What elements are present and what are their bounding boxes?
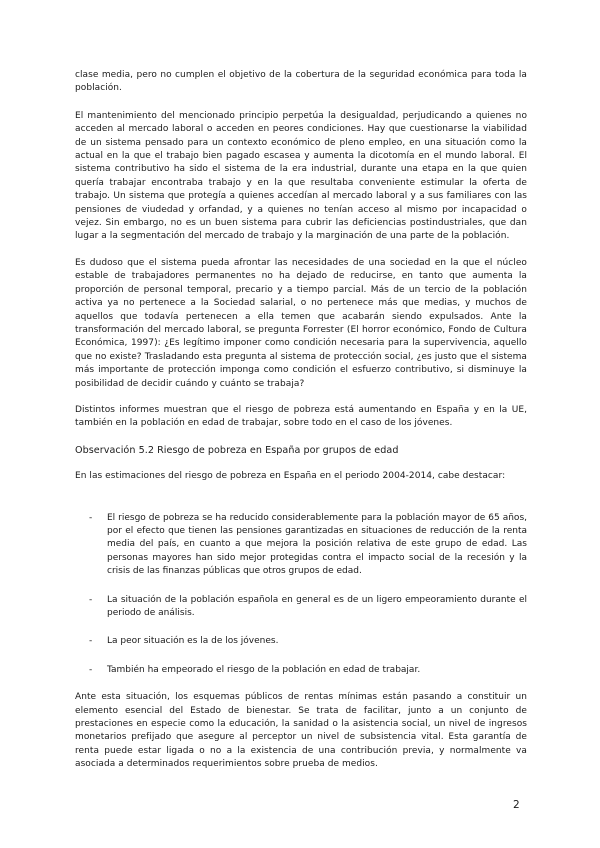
paragraph-labor-market: Es dudoso que el sistema pueda afrontar las necesidades de una sociedad en la que el núcleo estable de trabajadores permanentes no ha dejado de reducirse, en tanto que aumenta la proporción de personal temporal, precario y a tiempo parcial. Más de un tercio de la población activa ya no pertenece a la Sociedad salarial, o no pertenece más que medias, y muchos de aquellos que todavía pertenecen a ella temen que acabarán siendo expulsados. Ante la transformación del mercado laboral, se pregunta Forrester (El horror económico, Fondo de Cultura Económica, 1997): ¿Es legítimo imponer como condición necesaria para la supervivencia, aquello que no existe? Trasladando esta pregunta al sistema de protección social, ¿es justo que el sistema más importante de protección imponga como condición el esfuerzo contributivo, si disminuye la posibilidad de decidir cuándo y cuánto se trabaja? [75,257,527,389]
list-item-text: La situación de la población española en general es de un ligero empeoramiento durante el periodo de análisis. [107,594,527,618]
list-item-text: También ha empeorado el riesgo de la población en edad de trabajar. [107,664,421,675]
bullet-dash: - [89,636,93,647]
observation-bullet-list [75,512,527,678]
list-item [75,664,527,677]
paragraph-contributory-system: El mantenimiento del mencionado principio perpetúa la desigualdad, perjudicando a quienes no acceden al mercado laboral o acceden en peores condiciones. Hay que cuestionarse la viabilidad de un sistema pensado para un contexto económico de pleno empleo, en una situación como la actual en la que el trabajo bien pagado escasea y aumenta la dicotomía en el mundo laboral. El sistema contributivo ha sido el sistema de la era industrial, durante una etapa en la que quien quería trabajar encontraba trabajo y en la que resultaba conveniente estimular la oferta de trabajo. Un sistema que protegía a quienes accedían al mercado laboral y a sus familiares con las pensiones de viudedad y orfandad, y a quienes no tenían acceso al mismo por incapacidad o vejez. Sin embargo, no es un buen sistema para cubrir las deficiencias postindustriales, que dan lugar a la segmentación del mercado de trabajo y la marginación de una parte de la población. [75,110,527,242]
bullet-dash: - [89,664,93,675]
bullet-dash: - [89,512,93,523]
paragraph-continuation: clase media, pero no cumplen el objetivo de la cobertura de la seguridad económica para toda la población. [75,70,527,94]
list-item-text: El riesgo de pobreza se ha reducido considerablemente para la población mayor de 65 años, por el efecto que tienen las pensiones garantizadas en situaciones de reducción de la renta media del país, en cuanto a que mejora la posición relativa de este grupo de edad. Las personas mayores han sido mejor protegidas contra el impacto social de la recesión y la crisis de las finanzas públicas que otros grupos de edad. [107,512,527,577]
paragraph-poverty-reports: Distintos informes muestran que el riesgo de pobreza está aumentando en España y en la UE, también en la población en edad de trabajar, sobre todo en el caso de los jóvenes. [75,404,527,429]
page-body [75,69,527,772]
paragraph-minimum-income: Ante esta situación, los esquemas públicos de rentas mínimas están pasando a constituir un elemento esencial del Estado de bienestar. Se trata de facilitar, junto a un conjunto de prestaciones en especie como la educación, la sanidad o la asistencia social, un nivel de ingresos monetarios prefijado que asegure al perceptor un nivel de subsistencia vital. Esta garantía de renta puede estar ligada o no a la existencia de una contribución previa, y normalmente va asociada a determinados requerimientos sobre prueba de medios. [75,692,527,770]
list-item [75,594,527,621]
bullet-dash: - [89,594,93,605]
page-number: 2 [513,799,520,811]
list-item-text: La peor situación es la de los jóvenes. [107,636,279,647]
list-item [75,512,527,579]
observation-intro: En las estimaciones del riesgo de pobreza en España en el periodo 2004-2014, cabe destacar: [75,471,506,482]
observation-heading: Observación 5.2 Riesgo de pobreza en España por grupos de edad [75,444,399,456]
list-item [75,635,527,648]
